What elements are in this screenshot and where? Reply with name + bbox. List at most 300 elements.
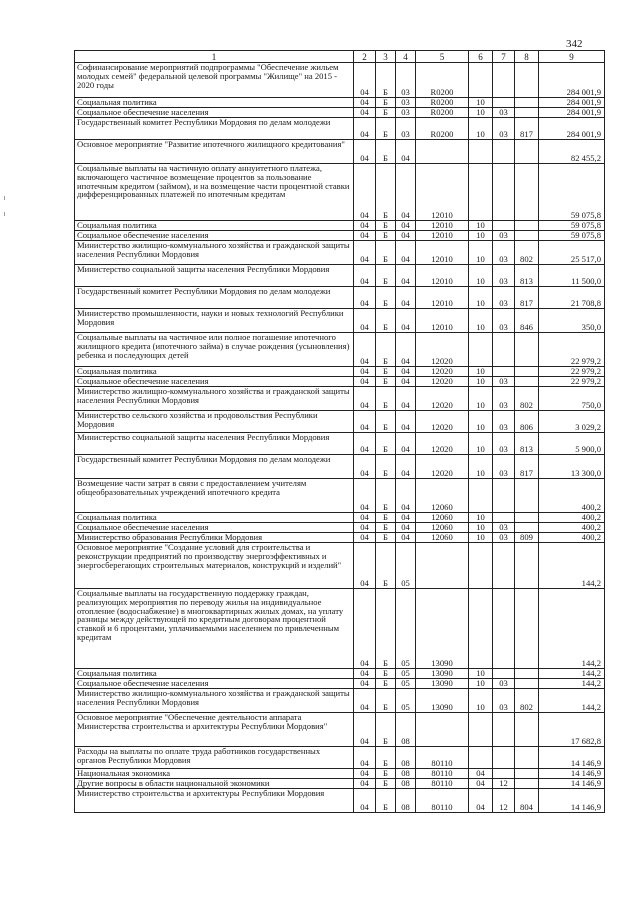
program-code-cell: Б	[376, 479, 396, 513]
column-header: 7	[493, 51, 515, 63]
subprogram-code-cell: 08	[396, 779, 416, 789]
section-code-cell: 04	[469, 769, 493, 779]
table-row	[75, 433, 605, 455]
program-code-cell: Б	[376, 433, 396, 455]
program-code-cell: Б	[376, 333, 396, 367]
subprogram-code-cell: 04	[396, 231, 416, 241]
section-code-cell: 10	[469, 118, 493, 140]
department-code-cell: 817	[515, 118, 539, 140]
target-article-cell	[416, 140, 469, 164]
target-article-cell	[416, 543, 469, 589]
department-code-cell	[515, 367, 539, 377]
subprogram-code-cell: 04	[396, 455, 416, 479]
section-code-cell: 04	[469, 789, 493, 813]
item-name-cell: Министерство жилищно-коммунального хозяйства и гражданской защиты населения Республики Мордовия	[75, 241, 354, 265]
section-code-cell: 10	[469, 309, 493, 333]
ministry-code-cell: 04	[354, 118, 376, 140]
subsection-code-cell: 03	[493, 265, 515, 287]
ministry-code-cell: 04	[354, 241, 376, 265]
subprogram-code-cell: 08	[396, 747, 416, 769]
target-article-cell: 12010	[416, 309, 469, 333]
table-row	[75, 543, 605, 589]
column-header: 3	[376, 51, 396, 63]
section-code-cell: 10	[469, 377, 493, 387]
amount-cell: 144,2	[539, 689, 605, 713]
ministry-code-cell: 04	[354, 689, 376, 713]
table-row	[75, 789, 605, 813]
budget-table	[74, 50, 605, 813]
subsection-code-cell	[493, 589, 515, 669]
section-code-cell	[469, 543, 493, 589]
department-code-cell: 804	[515, 789, 539, 813]
item-name-cell: Другие вопросы в области национальной экономики	[75, 779, 354, 789]
ministry-code-cell: 04	[354, 164, 376, 221]
section-code-cell: 10	[469, 265, 493, 287]
amount-cell: 400,2	[539, 533, 605, 543]
amount-cell: 17 682,8	[539, 713, 605, 747]
table-row	[75, 589, 605, 669]
target-article-cell: 13090	[416, 589, 469, 669]
item-name-cell: Возмещение части затрат в связи с предоставлением учителям общеобразовательных учреждений ипотечного кредита	[75, 479, 354, 513]
section-code-cell	[469, 479, 493, 513]
amount-cell: 22 979,2	[539, 367, 605, 377]
subsection-code-cell	[493, 513, 515, 523]
table-row	[75, 118, 605, 140]
department-code-cell: 809	[515, 533, 539, 543]
ministry-code-cell: 04	[354, 108, 376, 118]
subsection-code-cell	[493, 367, 515, 377]
subsection-code-cell: 03	[493, 118, 515, 140]
column-number-row	[75, 51, 605, 63]
table-row	[75, 669, 605, 679]
program-code-cell: Б	[376, 387, 396, 411]
program-code-cell: Б	[376, 455, 396, 479]
amount-cell: 25 517,0	[539, 241, 605, 265]
amount-cell: 5 900,0	[539, 433, 605, 455]
program-code-cell: Б	[376, 140, 396, 164]
section-code-cell: 10	[469, 689, 493, 713]
subprogram-code-cell: 04	[396, 164, 416, 221]
department-code-cell	[515, 523, 539, 533]
ministry-code-cell: 04	[354, 98, 376, 108]
target-article-cell: 12020	[416, 411, 469, 433]
ministry-code-cell: 04	[354, 387, 376, 411]
amount-cell: 14 146,9	[539, 779, 605, 789]
section-code-cell: 10	[469, 367, 493, 377]
subprogram-code-cell: 05	[396, 589, 416, 669]
subprogram-code-cell: 05	[396, 679, 416, 689]
item-name-cell: Социальное обеспечение населения	[75, 679, 354, 689]
item-name-cell: Государственный комитет Республики Мордовия по делам молодежи	[75, 455, 354, 479]
subprogram-code-cell: 04	[396, 221, 416, 231]
item-name-cell: Государственный комитет Республики Мордовия по делам молодежи	[75, 287, 354, 309]
subsection-code-cell: 03	[493, 679, 515, 689]
target-article-cell: R0200	[416, 118, 469, 140]
section-code-cell	[469, 164, 493, 221]
program-code-cell: Б	[376, 118, 396, 140]
program-code-cell: Б	[376, 221, 396, 231]
program-code-cell: Б	[376, 789, 396, 813]
department-code-cell	[515, 513, 539, 523]
program-code-cell: Б	[376, 713, 396, 747]
ministry-code-cell: 04	[354, 265, 376, 287]
program-code-cell: Б	[376, 63, 396, 98]
subprogram-code-cell: 08	[396, 769, 416, 779]
ministry-code-cell: 04	[354, 769, 376, 779]
target-article-cell: 80110	[416, 789, 469, 813]
page-number: 342	[566, 38, 583, 50]
subprogram-code-cell: 04	[396, 411, 416, 433]
section-code-cell: 10	[469, 455, 493, 479]
table-row	[75, 679, 605, 689]
department-code-cell	[515, 98, 539, 108]
ministry-code-cell: 04	[354, 779, 376, 789]
subprogram-code-cell: 04	[396, 333, 416, 367]
target-article-cell: 12010	[416, 241, 469, 265]
ministry-code-cell: 04	[354, 513, 376, 523]
subsection-code-cell: 03	[493, 689, 515, 713]
column-header: 1	[75, 51, 354, 63]
subsection-code-cell: 03	[493, 411, 515, 433]
section-code-cell: 10	[469, 98, 493, 108]
program-code-cell: Б	[376, 287, 396, 309]
item-name-cell: Социальное обеспечение населения	[75, 231, 354, 241]
amount-cell: 13 300,0	[539, 455, 605, 479]
table-row	[75, 63, 605, 98]
program-code-cell: Б	[376, 769, 396, 779]
amount-cell: 59 075,8	[539, 231, 605, 241]
target-article-cell: R0200	[416, 98, 469, 108]
department-code-cell	[515, 63, 539, 98]
subsection-code-cell: 03	[493, 309, 515, 333]
amount-cell: 400,2	[539, 523, 605, 533]
section-code-cell	[469, 333, 493, 367]
ministry-code-cell: 04	[354, 533, 376, 543]
subprogram-code-cell: 04	[396, 140, 416, 164]
program-code-cell: Б	[376, 513, 396, 523]
program-code-cell: Б	[376, 589, 396, 669]
amount-cell: 14 146,9	[539, 747, 605, 769]
subprogram-code-cell: 08	[396, 789, 416, 813]
program-code-cell: Б	[376, 108, 396, 118]
subprogram-code-cell: 03	[396, 118, 416, 140]
scan-edge-mark	[4, 196, 5, 200]
table-row	[75, 689, 605, 713]
item-name-cell: Министерство социальной защиты населения Республики Мордовия	[75, 433, 354, 455]
target-article-cell: 12020	[416, 455, 469, 479]
amount-cell: 284 001,9	[539, 108, 605, 118]
section-code-cell: 10	[469, 533, 493, 543]
target-article-cell: 12010	[416, 231, 469, 241]
department-code-cell: 813	[515, 433, 539, 455]
department-code-cell	[515, 377, 539, 387]
subprogram-code-cell: 04	[396, 377, 416, 387]
table-row	[75, 533, 605, 543]
subsection-code-cell	[493, 713, 515, 747]
item-name-cell: Расходы на выплаты по оплате труда работников государственных органов Республики Мордовия	[75, 747, 354, 769]
section-code-cell	[469, 63, 493, 98]
table-row	[75, 377, 605, 387]
subsection-code-cell	[493, 333, 515, 367]
subprogram-code-cell: 04	[396, 241, 416, 265]
ministry-code-cell: 04	[354, 367, 376, 377]
table-row	[75, 231, 605, 241]
section-code-cell: 10	[469, 221, 493, 231]
program-code-cell: Б	[376, 523, 396, 533]
amount-cell: 11 500,0	[539, 265, 605, 287]
column-header: 4	[396, 51, 416, 63]
item-name-cell: Государственный комитет Республики Мордовия по делам молодежи	[75, 118, 354, 140]
target-article-cell: 12020	[416, 367, 469, 377]
program-code-cell: Б	[376, 779, 396, 789]
amount-cell: 59 075,8	[539, 221, 605, 231]
program-code-cell: Б	[376, 747, 396, 769]
program-code-cell: Б	[376, 411, 396, 433]
subsection-code-cell: 03	[493, 231, 515, 241]
table-row	[75, 333, 605, 367]
target-article-cell: R0200	[416, 108, 469, 118]
subprogram-code-cell: 04	[396, 287, 416, 309]
table-row	[75, 265, 605, 287]
target-article-cell: 12020	[416, 433, 469, 455]
item-name-cell: Министерство образования Республики Мордовия	[75, 533, 354, 543]
section-code-cell: 10	[469, 387, 493, 411]
department-code-cell: 802	[515, 241, 539, 265]
amount-cell: 21 708,8	[539, 287, 605, 309]
table-row	[75, 287, 605, 309]
ministry-code-cell: 04	[354, 433, 376, 455]
department-code-cell	[515, 713, 539, 747]
subprogram-code-cell: 04	[396, 533, 416, 543]
item-name-cell: Социальное обеспечение населения	[75, 523, 354, 533]
program-code-cell: Б	[376, 309, 396, 333]
amount-cell: 59 075,8	[539, 164, 605, 221]
ministry-code-cell: 04	[354, 231, 376, 241]
amount-cell: 284 001,9	[539, 63, 605, 98]
ministry-code-cell: 04	[354, 140, 376, 164]
subprogram-code-cell: 03	[396, 98, 416, 108]
target-article-cell: 12060	[416, 513, 469, 523]
section-code-cell: 10	[469, 287, 493, 309]
amount-cell: 284 001,9	[539, 118, 605, 140]
department-code-cell	[515, 140, 539, 164]
amount-cell: 144,2	[539, 589, 605, 669]
target-article-cell: 12020	[416, 333, 469, 367]
department-code-cell	[515, 108, 539, 118]
subsection-code-cell	[493, 140, 515, 164]
target-article-cell: 12060	[416, 523, 469, 533]
column-header: 5	[416, 51, 469, 63]
ministry-code-cell: 04	[354, 333, 376, 367]
amount-cell: 400,2	[539, 479, 605, 513]
table-row	[75, 779, 605, 789]
subprogram-code-cell: 04	[396, 387, 416, 411]
subsection-code-cell	[493, 221, 515, 231]
item-name-cell: Национальная экономика	[75, 769, 354, 779]
item-name-cell: Социальная политика	[75, 513, 354, 523]
table-row	[75, 479, 605, 513]
section-code-cell: 10	[469, 433, 493, 455]
program-code-cell: Б	[376, 241, 396, 265]
department-code-cell	[515, 779, 539, 789]
target-article-cell: 13090	[416, 669, 469, 679]
department-code-cell	[515, 747, 539, 769]
amount-cell: 14 146,9	[539, 789, 605, 813]
subprogram-code-cell: 05	[396, 669, 416, 679]
program-code-cell: Б	[376, 265, 396, 287]
item-name-cell: Социальная политика	[75, 367, 354, 377]
target-article-cell: 80110	[416, 769, 469, 779]
table-row	[75, 241, 605, 265]
department-code-cell: 846	[515, 309, 539, 333]
subprogram-code-cell: 04	[396, 479, 416, 513]
amount-cell: 14 146,9	[539, 769, 605, 779]
target-article-cell: 13090	[416, 679, 469, 689]
item-name-cell: Социальное обеспечение населения	[75, 108, 354, 118]
department-code-cell: 817	[515, 287, 539, 309]
table-row	[75, 387, 605, 411]
amount-cell: 400,2	[539, 513, 605, 523]
subprogram-code-cell: 05	[396, 689, 416, 713]
department-code-cell: 802	[515, 387, 539, 411]
ministry-code-cell: 04	[354, 523, 376, 533]
target-article-cell: 12060	[416, 479, 469, 513]
item-name-cell: Основное мероприятие "Развитие ипотечного жилищного кредитования"	[75, 140, 354, 164]
amount-cell: 22 979,2	[539, 333, 605, 367]
program-code-cell: Б	[376, 669, 396, 679]
subsection-code-cell	[493, 479, 515, 513]
subsection-code-cell: 03	[493, 287, 515, 309]
subsection-code-cell: 03	[493, 533, 515, 543]
section-code-cell: 10	[469, 231, 493, 241]
subsection-code-cell	[493, 164, 515, 221]
subsection-code-cell	[493, 543, 515, 589]
ministry-code-cell: 04	[354, 411, 376, 433]
program-code-cell: Б	[376, 367, 396, 377]
table-row	[75, 140, 605, 164]
target-article-cell: 12010	[416, 164, 469, 221]
subprogram-code-cell: 03	[396, 63, 416, 98]
item-name-cell: Министерство промышленности, науки и новых технологий Республики Мордовия	[75, 309, 354, 333]
ministry-code-cell: 04	[354, 543, 376, 589]
item-name-cell: Министерство жилищно-коммунального хозяйства и гражданской защиты населения Республики Мордовия	[75, 387, 354, 411]
subsection-code-cell	[493, 747, 515, 769]
target-article-cell: 12010	[416, 287, 469, 309]
item-name-cell: Министерство строительства и архитектуры Республики Мордовия	[75, 789, 354, 813]
section-code-cell	[469, 140, 493, 164]
amount-cell: 3 029,2	[539, 411, 605, 433]
subsection-code-cell: 03	[493, 241, 515, 265]
column-header: 9	[539, 51, 605, 63]
ministry-code-cell: 04	[354, 63, 376, 98]
item-name-cell: Социальная политика	[75, 221, 354, 231]
table-row	[75, 513, 605, 523]
subsection-code-cell: 03	[493, 377, 515, 387]
item-name-cell: Софинансирование мероприятий подпрограммы "Обеспечение жильем молодых семей" федеральной целевой программы "Жилище" на 2015 - 2020 годы	[75, 63, 354, 98]
table-row	[75, 309, 605, 333]
table-row	[75, 108, 605, 118]
item-name-cell: Министерство жилищно-коммунального хозяйства и гражданской защиты населения Республики Мордовия	[75, 689, 354, 713]
program-code-cell: Б	[376, 231, 396, 241]
department-code-cell	[515, 589, 539, 669]
subsection-code-cell: 03	[493, 108, 515, 118]
item-name-cell: Социальная политика	[75, 98, 354, 108]
table-row	[75, 367, 605, 377]
item-name-cell: Социальные выплаты на частичное или полное погашение ипотечного жилищного кредита (ипотечного займа) в случае рождения (усыновления) ребенка и последующих детей	[75, 333, 354, 367]
ministry-code-cell: 04	[354, 287, 376, 309]
item-name-cell: Основное мероприятие "Обеспечение деятельности аппарата Министерства строительства и архитектуры Республики Мордовия"	[75, 713, 354, 747]
section-code-cell: 10	[469, 679, 493, 689]
ministry-code-cell: 04	[354, 377, 376, 387]
department-code-cell	[515, 679, 539, 689]
target-article-cell: R0200	[416, 63, 469, 98]
subsection-code-cell: 03	[493, 433, 515, 455]
subsection-code-cell	[493, 769, 515, 779]
ministry-code-cell: 04	[354, 221, 376, 231]
ministry-code-cell: 04	[354, 747, 376, 769]
section-code-cell: 10	[469, 411, 493, 433]
table-row	[75, 98, 605, 108]
target-article-cell: 80110	[416, 779, 469, 789]
subsection-code-cell	[493, 669, 515, 679]
subsection-code-cell: 12	[493, 789, 515, 813]
column-header: 6	[469, 51, 493, 63]
table-row	[75, 713, 605, 747]
item-name-cell: Министерство сельского хозяйства и продовольствия Республики Мордовия	[75, 411, 354, 433]
scan-edge-mark	[4, 212, 5, 216]
subprogram-code-cell: 04	[396, 309, 416, 333]
subsection-code-cell: 03	[493, 455, 515, 479]
target-article-cell: 12010	[416, 221, 469, 231]
section-code-cell: 10	[469, 108, 493, 118]
section-code-cell: 04	[469, 779, 493, 789]
table-row	[75, 411, 605, 433]
amount-cell: 350,0	[539, 309, 605, 333]
ministry-code-cell: 04	[354, 455, 376, 479]
department-code-cell: 806	[515, 411, 539, 433]
ministry-code-cell: 04	[354, 789, 376, 813]
section-code-cell: 10	[469, 513, 493, 523]
subprogram-code-cell: 04	[396, 513, 416, 523]
subprogram-code-cell: 04	[396, 433, 416, 455]
program-code-cell: Б	[376, 98, 396, 108]
program-code-cell: Б	[376, 689, 396, 713]
table-row	[75, 221, 605, 231]
table-row	[75, 164, 605, 221]
amount-cell: 750,0	[539, 387, 605, 411]
section-code-cell	[469, 589, 493, 669]
column-header: 8	[515, 51, 539, 63]
table-row	[75, 747, 605, 769]
amount-cell: 22 979,2	[539, 377, 605, 387]
amount-cell: 144,2	[539, 679, 605, 689]
amount-cell: 284 001,9	[539, 98, 605, 108]
subprogram-code-cell: 04	[396, 367, 416, 377]
subprogram-code-cell: 05	[396, 543, 416, 589]
table-row	[75, 523, 605, 533]
item-name-cell: Министерство социальной защиты населения Республики Мордовия	[75, 265, 354, 287]
ministry-code-cell: 04	[354, 479, 376, 513]
amount-cell: 144,2	[539, 543, 605, 589]
department-code-cell	[515, 543, 539, 589]
section-code-cell: 10	[469, 523, 493, 533]
subsection-code-cell	[493, 98, 515, 108]
program-code-cell: Б	[376, 533, 396, 543]
target-article-cell: 12020	[416, 387, 469, 411]
subprogram-code-cell: 08	[396, 713, 416, 747]
section-code-cell	[469, 713, 493, 747]
subsection-code-cell: 03	[493, 523, 515, 533]
